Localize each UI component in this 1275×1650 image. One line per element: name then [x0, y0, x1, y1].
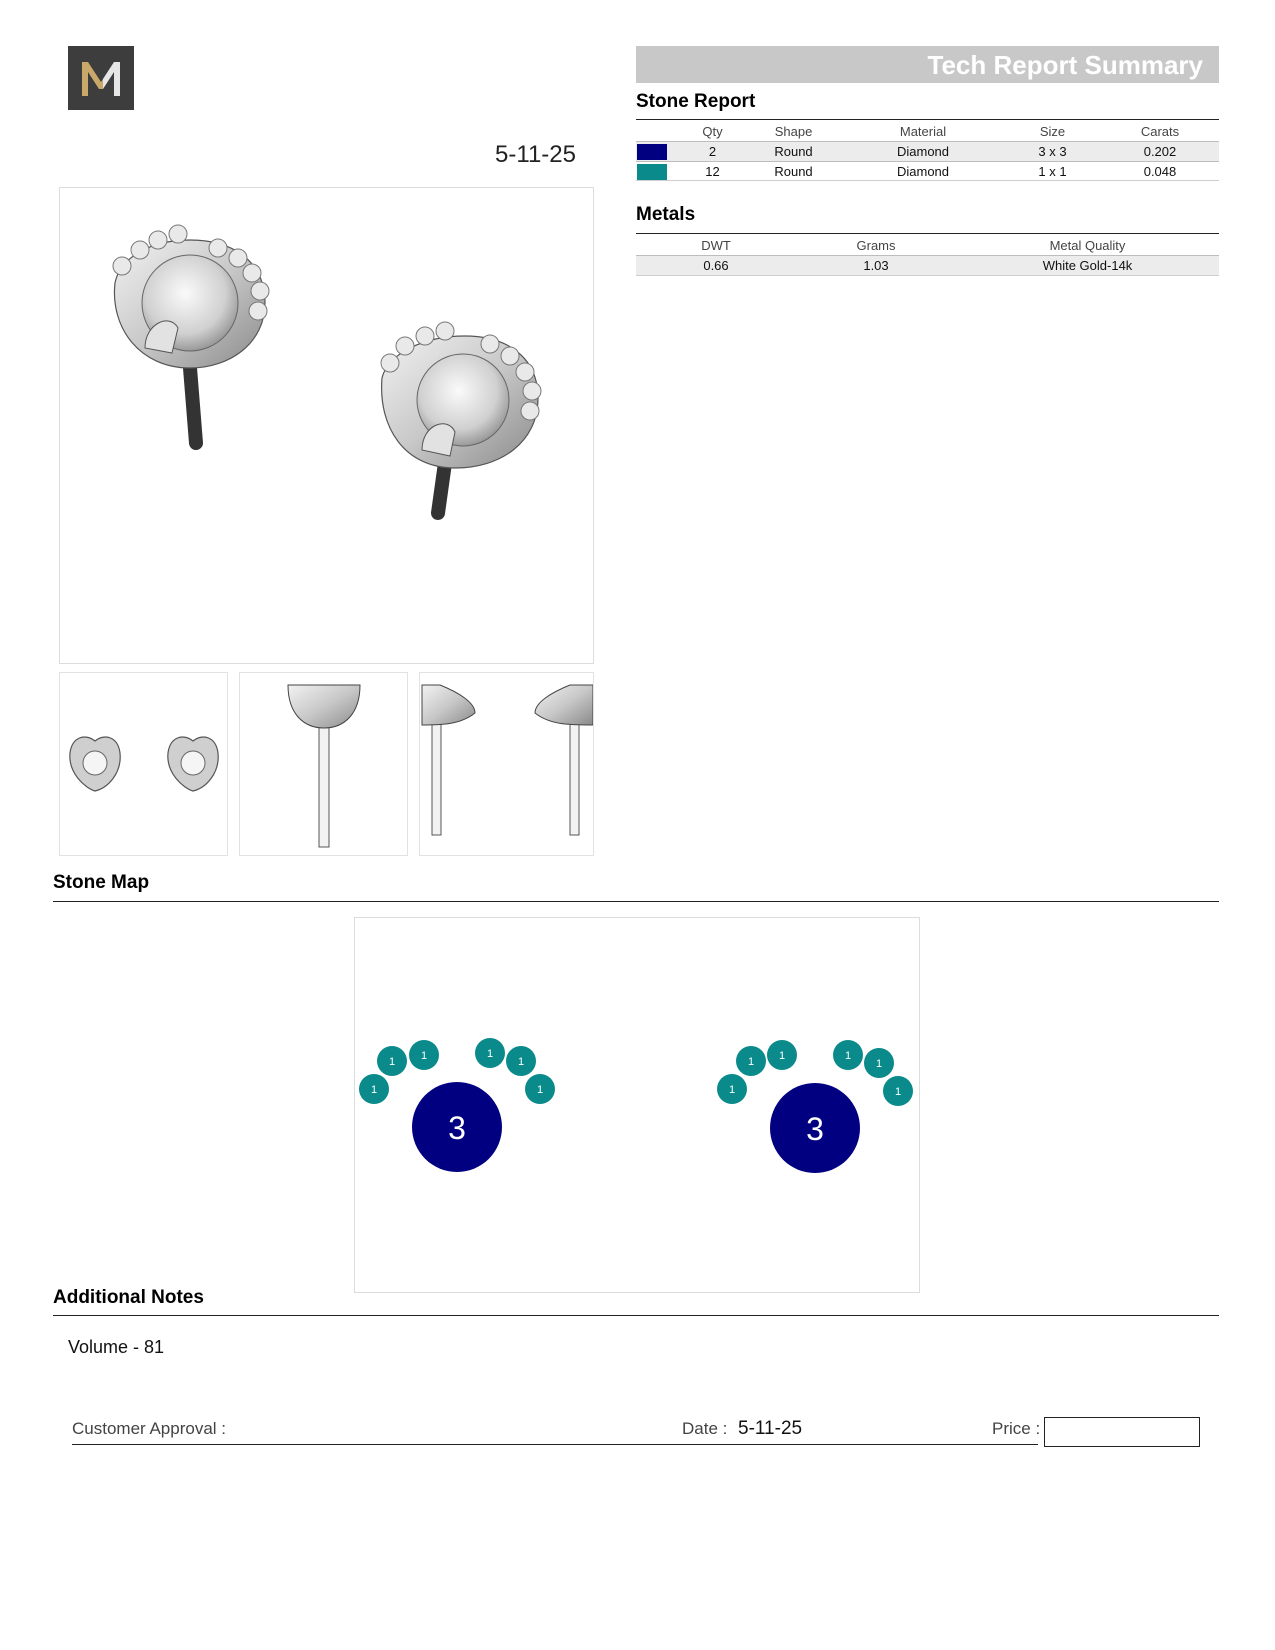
accent-stone-label: 1 [420, 1050, 428, 1062]
stone-report-title: Stone Report [636, 91, 756, 112]
cell-size: 3 x 3 [1004, 142, 1101, 162]
customer-approval-label: Customer Approval : [72, 1419, 227, 1438]
col-grams: Grams [856, 238, 896, 253]
price-field[interactable] [1044, 1417, 1200, 1447]
col-size: Size [1039, 124, 1066, 139]
cell-shape: Round [745, 162, 842, 182]
price-label: Price : [992, 1419, 1041, 1438]
cell-material: Diamond [842, 142, 1004, 162]
cell-size: 1 x 1 [1004, 162, 1101, 182]
thumbnail-front-view[interactable] [239, 672, 408, 856]
main-product-render [59, 187, 594, 664]
accent-stone-label: 1 [486, 1048, 494, 1060]
accent-stone-label: 1 [778, 1050, 786, 1062]
accent-stone-label: 1 [388, 1056, 396, 1068]
accent-stone-label: 1 [894, 1086, 902, 1098]
metals-header [636, 236, 1219, 256]
company-logo [68, 46, 134, 110]
stone-report-table [636, 122, 1219, 181]
additional-notes-title: Additional Notes [53, 1287, 204, 1308]
cell-material: Diamond [842, 162, 1004, 182]
cell-metal-quality: White Gold-14k [956, 256, 1219, 276]
report-title-bar [636, 46, 1219, 83]
accent-stone-label: 1 [728, 1084, 736, 1096]
stone-map-rule [53, 901, 1219, 902]
accent-stone-label: 1 [370, 1084, 378, 1096]
center-stone-label: 3 [448, 1110, 466, 1146]
report-date: 5-11-25 [495, 141, 576, 168]
cell-qty: 12 [680, 162, 745, 182]
cell-shape: Round [745, 142, 842, 162]
stone-map-right [717, 1040, 913, 1173]
metals-title: Metals [636, 204, 696, 225]
cell-qty: 2 [680, 142, 745, 162]
accent-stone-label: 1 [844, 1050, 852, 1062]
metals-bottom-rule [636, 275, 1219, 276]
table-row [636, 162, 1219, 182]
thumbnail-side-views[interactable] [419, 672, 594, 856]
accent-stone-label: 1 [517, 1056, 525, 1068]
thumbnail-top-view[interactable] [59, 672, 228, 856]
additional-notes-rule [53, 1315, 1219, 1316]
cell-carats: 0.048 [1101, 162, 1219, 182]
approval-date-value: 5-11-25 [738, 1418, 803, 1439]
table-bottom-rule [636, 180, 1219, 181]
stone-color-swatch [637, 164, 667, 180]
col-material: Material [899, 124, 947, 139]
col-metal-quality: Metal Quality [1049, 238, 1126, 253]
metals-table [636, 236, 1219, 275]
stone-map-diagram [354, 917, 920, 1293]
accent-stone-label: 1 [747, 1056, 755, 1068]
col-shape: Shape [774, 124, 813, 139]
earring-render-left [113, 225, 269, 443]
table-row [636, 256, 1219, 276]
approval-date-label: Date : [682, 1419, 728, 1438]
report-title: Tech Report Summary [927, 50, 1203, 80]
stone-map-left [359, 1038, 555, 1172]
stone-map-title: Stone Map [53, 872, 150, 893]
additional-notes-text: Volume - 81 [68, 1337, 165, 1357]
col-carats: Carats [1140, 124, 1180, 139]
approval-signature-line[interactable] [72, 1444, 1038, 1445]
stone-report-rule [636, 119, 1219, 120]
cell-carats: 0.202 [1101, 142, 1219, 162]
table-row [636, 142, 1219, 162]
col-qty: Qty [702, 124, 723, 139]
metals-rule [636, 233, 1219, 234]
accent-stone-label: 1 [875, 1058, 883, 1070]
stone-color-swatch [637, 144, 667, 160]
accent-stone-label: 1 [536, 1084, 544, 1096]
cell-grams: 1.03 [796, 256, 956, 276]
col-dwt: DWT [701, 238, 731, 253]
cell-dwt: 0.66 [636, 256, 796, 276]
stone-report-header [636, 122, 1219, 142]
earring-render-right [381, 322, 541, 513]
center-stone-label: 3 [806, 1111, 824, 1147]
